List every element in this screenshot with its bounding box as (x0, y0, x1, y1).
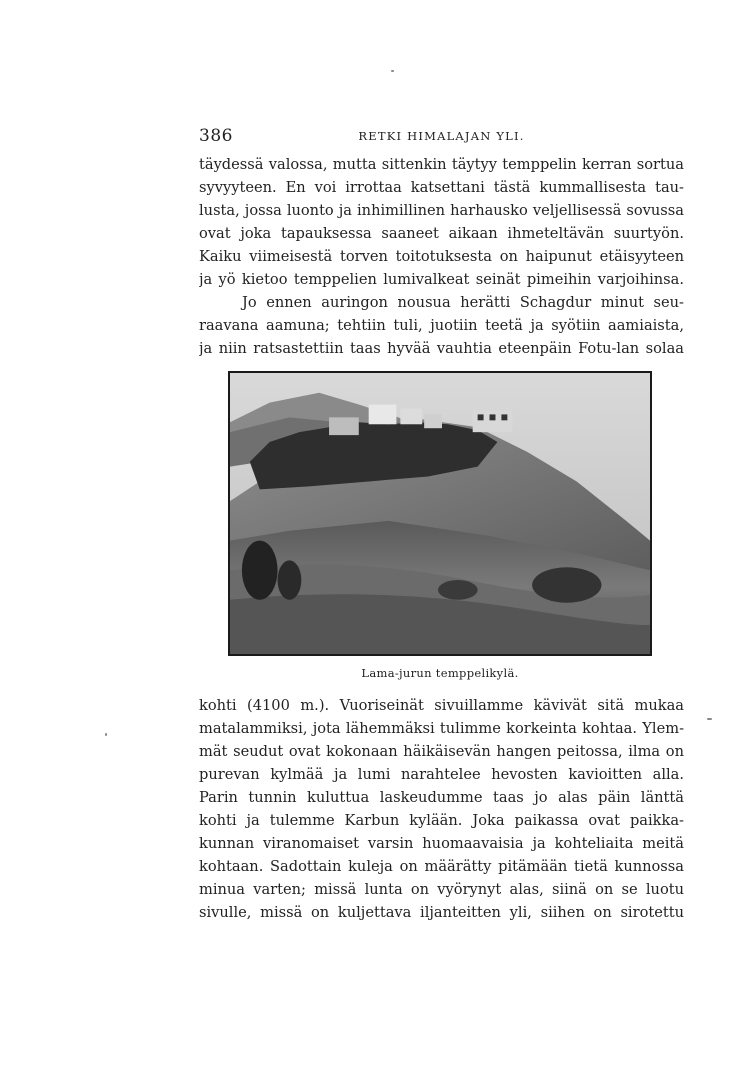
paper-speck (105, 733, 107, 736)
paragraph-block-top (199, 153, 684, 360)
text-line: purevan kylmää ja lumi narahtelee hevosten kavioitten alla. (199, 766, 684, 783)
text-line: Parin tunnin kuluttua laskeudumme taas jo alas päin länttä (199, 789, 684, 806)
paper-speck (707, 718, 712, 720)
photo-temple-village (228, 371, 652, 656)
text-line: ovat joka tapauksessa saaneet aikaan ihmeteltävän suurtyön. (199, 225, 684, 242)
text-line: minua varten; missä lunta on vyörynyt alas, siinä on se luotu (199, 881, 684, 898)
text-line: raavana aamuna; tehtiin tuli, juotiin teetä ja syötiin aamiaista, (199, 317, 684, 334)
text-line: Kaiku viimeisestä torven toitotuksesta on haipunut etäisyyteen (199, 248, 684, 265)
text-line: kohti ja tulemme Karbun kylään. Joka paikassa ovat paikka- (199, 812, 684, 829)
photo-illustration (230, 373, 650, 654)
text-line: Jo ennen auringon nousua herätti Schagdur minut seu- (242, 294, 684, 311)
figure-caption: Lama-jurun temppelikylä. (361, 666, 519, 680)
running-title: RETKI HIMALAJAN YLI. (358, 129, 525, 143)
text-line: ja yö kietoo temppelien lumivalkeat seinät pimeihin varjoihinsa. (199, 271, 684, 288)
text-line: syvyyteen. En voi irrottaa katsettani tästä kummallisesta tau- (199, 179, 684, 196)
text-line: kunnan viranomaiset varsin huomaavaisia ja kohteliaita meitä (199, 835, 684, 852)
text-line: kohti (4100 m.). Vuoriseinät sivuillamme kävivät sitä mukaa (199, 697, 684, 714)
text-line: matalammiksi, jota lähemmäksi tulimme korkeinta kohtaa. Ylem- (199, 720, 684, 737)
text-line: ja niin ratsastettiin taas hyvää vauhtia eteenpäin Fotu-lan solaa (199, 340, 684, 357)
text-line: sivulle, missä on kuljettava iljanteitten yli, siihen on sirotettu (199, 904, 684, 921)
text-line: mät seudut ovat kokonaan häikäisevän hangen peitossa, ilma on (199, 743, 684, 760)
paper-speck (391, 70, 394, 72)
text-line: lusta, jossa luonto ja inhimillinen harhausko veljellisessä sovussa (199, 202, 684, 219)
page-header (199, 126, 684, 146)
page-number: 386 (199, 126, 233, 146)
text-line: kohtaan. Sadottain kuleja on määrätty pitämään tietä kunnossa (199, 858, 684, 875)
paragraph-block-bottom (199, 694, 684, 924)
text-line: täydessä valossa, mutta sittenkin täytyy temppelin kerran sortua (199, 156, 684, 173)
